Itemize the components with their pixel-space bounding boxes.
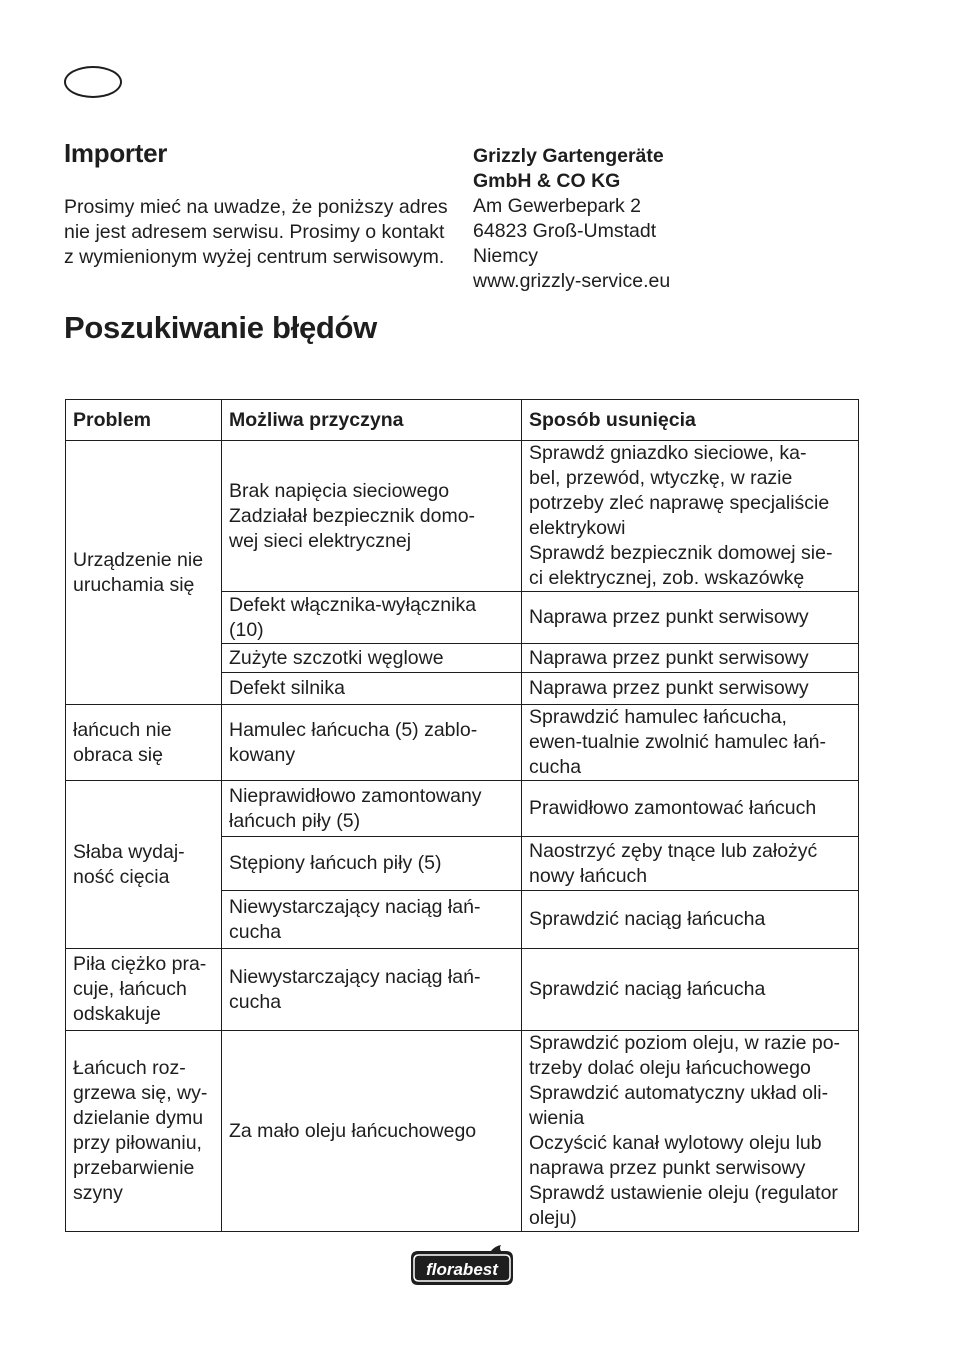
- address-street: Am Gewerbepark 2: [473, 195, 641, 217]
- florabest-logo: [405, 1244, 519, 1288]
- company-name-line1: Grizzly Gartengeräte: [473, 145, 664, 167]
- cause-cell: Hamulec łańcucha (5) zablo- kowany: [222, 705, 522, 781]
- troubleshooting-heading: Poszukiwanie błędów: [64, 310, 377, 345]
- table-row: [66, 1031, 859, 1232]
- cause-cell: Defekt silnika: [222, 673, 522, 705]
- fix-cell: Sprawdzić poziom oleju, w razie po- trzeby dolać oleju łańcuchowego Sprawdzić automatyczny układ oli- wienia Oczyścić kanał wylotowy oleju lub naprawa przez punkt serwisowy Sprawdź ustawienie oleju (regulator oleju): [522, 1031, 859, 1232]
- fix-cell: Sprawdzić naciąg łańcucha: [522, 891, 859, 949]
- address-city: 64823 Groß-Umstadt: [473, 220, 657, 242]
- fix-cell: Naprawa przez punkt serwisowy: [522, 644, 859, 673]
- table-row: [66, 705, 859, 781]
- problem-cell: łańcuch nie obraca się: [66, 705, 222, 781]
- importer-address: [473, 144, 893, 294]
- cause-cell: Zużyte szczotki węglowe: [222, 644, 522, 673]
- cause-cell: Stępiony łańcuch piły (5): [222, 837, 522, 891]
- address-country: Niemcy: [473, 245, 539, 267]
- column-header-fix: Sposób usunięcia: [522, 400, 859, 441]
- cause-cell: Niewystarczający naciąg łań- cucha: [222, 891, 522, 949]
- logo-text: florabest: [426, 1260, 498, 1279]
- table-row: [66, 441, 859, 592]
- cause-cell: Za mało oleju łańcuchowego: [222, 1031, 522, 1232]
- address-website: www.grizzly-service.eu: [473, 270, 671, 292]
- table-header-row: [66, 400, 859, 441]
- column-header-cause: Możliwa przyczyna: [222, 400, 522, 441]
- troubleshooting-table: [65, 399, 859, 1232]
- column-header-problem: Problem: [66, 400, 222, 441]
- cause-cell: Niewystarczający naciąg łań- cucha: [222, 949, 522, 1031]
- fix-cell: Sprawdzić hamulec łańcucha, ewen-tualnie zwolnić hamulec łań- cucha: [522, 705, 859, 781]
- importer-notice: Prosimy mieć na uwadze, że poniższy adres nie jest adresem serwisu. Prosimy o kontakt z wymienionym wyżej centrum serwisowym.: [64, 196, 448, 268]
- cause-cell: Nieprawidłowo zamontowany łańcuch piły (5): [222, 781, 522, 837]
- problem-cell: Łańcuch roz- grzewa się, wy- dzielanie dymu przy piłowaniu, przebarwienie szyny: [66, 1031, 222, 1232]
- problem-cell: Urządzenie nie uruchamia się: [66, 441, 222, 705]
- cause-cell: Defekt włącznika-wyłącznika (10): [222, 592, 522, 644]
- cause-cell: Brak napięcia sieciowego Zadziałał bezpiecznik domo- wej sieci elektrycznej: [222, 441, 522, 592]
- fix-cell: Sprawdź gniazdko sieciowe, ka- bel, przewód, wtyczkę, w razie potrzeby zleć naprawę specjaliście elektrykowi Sprawdź bezpiecznik domowej sie- ci elektrycznej, zob. wskazówkę: [522, 441, 859, 592]
- fix-cell: Naprawa przez punkt serwisowy: [522, 673, 859, 705]
- company-name-line2: GmbH & CO KG: [473, 170, 621, 192]
- fix-cell: Naprawa przez punkt serwisowy: [522, 592, 859, 644]
- table-row: [66, 949, 859, 1031]
- fix-cell: Naostrzyć zęby tnące lub założyć nowy łańcuch: [522, 837, 859, 891]
- problem-cell: Słaba wydaj- ność cięcia: [66, 781, 222, 949]
- fix-cell: Sprawdzić naciąg łańcucha: [522, 949, 859, 1031]
- table-row: [66, 781, 859, 837]
- language-badge-oval: [64, 66, 122, 98]
- problem-cell: Piła ciężko pra- cuje, łańcuch odskakuje: [66, 949, 222, 1031]
- fix-cell: Prawidłowo zamontować łańcuch: [522, 781, 859, 837]
- importer-heading: Importer: [64, 138, 168, 168]
